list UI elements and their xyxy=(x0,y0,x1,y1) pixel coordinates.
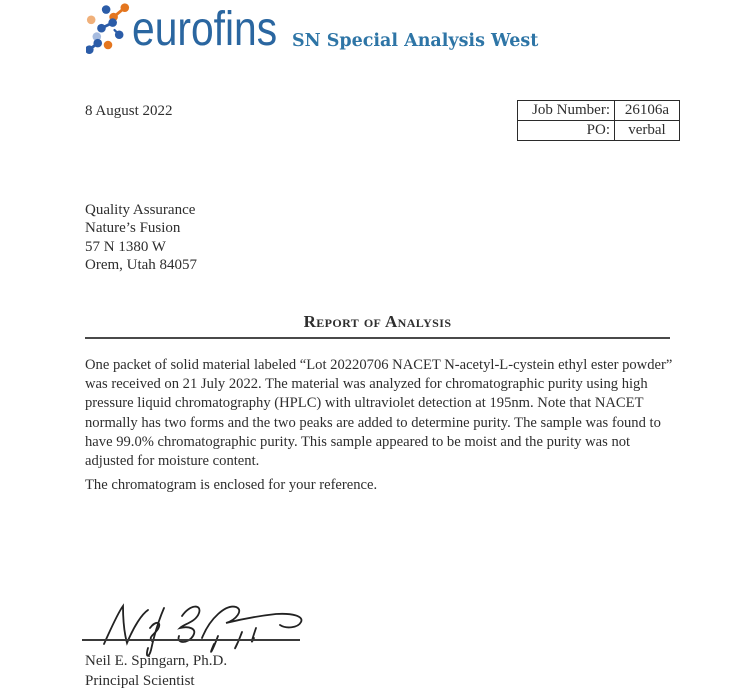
recipient-line: Nature’s Fusion xyxy=(85,220,181,237)
analysis-paragraph xyxy=(85,356,672,471)
horizontal-rule xyxy=(85,337,670,339)
page-title: Report of Analysis xyxy=(303,312,452,331)
po-value: verbal xyxy=(615,121,680,141)
signature-line xyxy=(82,639,300,641)
signer-name: Neil E. Spingarn, Ph.D. xyxy=(85,653,228,669)
paragraph-line: adjusted for moisture content. xyxy=(85,453,260,470)
letter-date: 8 August 2022 xyxy=(85,103,173,119)
paragraph-line: was received on 21 July 2022. The material was analyzed for chromatographic purity using high xyxy=(85,376,648,393)
eurofins-logo-dots-icon xyxy=(86,3,130,59)
job-number-value: 26106a xyxy=(615,101,680,121)
table-row xyxy=(518,121,680,141)
recipient-line: Orem, Utah 84057 xyxy=(85,257,198,274)
recipient-line: 57 N 1380 W xyxy=(85,238,166,255)
po-label: PO: xyxy=(518,121,615,141)
job-info-table xyxy=(517,100,680,141)
paragraph-line: normally has two forms and the two peaks are added to determine purity. The sample was found to xyxy=(85,414,661,431)
recipient-line: Quality Assurance xyxy=(85,202,196,218)
eurofins-wordmark: eurofins xyxy=(132,3,278,56)
signer-title: Principal Scientist xyxy=(85,672,195,689)
paragraph-line: One packet of solid material labeled “Lot 20220706 NACET N-acetyl-L-cystein ethyl ester powder” xyxy=(85,357,673,373)
signer-block xyxy=(85,652,227,690)
signature-scribble xyxy=(90,596,325,660)
table-row xyxy=(518,101,680,121)
division-name: SN Special Analysis West xyxy=(292,31,539,51)
paragraph-line: pressure liquid chromatography (HPLC) with ultraviolet detection at 195nm. Note that NACET xyxy=(85,395,644,412)
paragraph-line: have 99.0% chromatographic purity. This sample appeared to be moist and the purity was not xyxy=(85,433,631,450)
closing-line: The chromatogram is enclosed for your reference. xyxy=(85,477,378,493)
job-number-label: Job Number: xyxy=(518,101,615,121)
recipient-address-block xyxy=(85,201,197,275)
